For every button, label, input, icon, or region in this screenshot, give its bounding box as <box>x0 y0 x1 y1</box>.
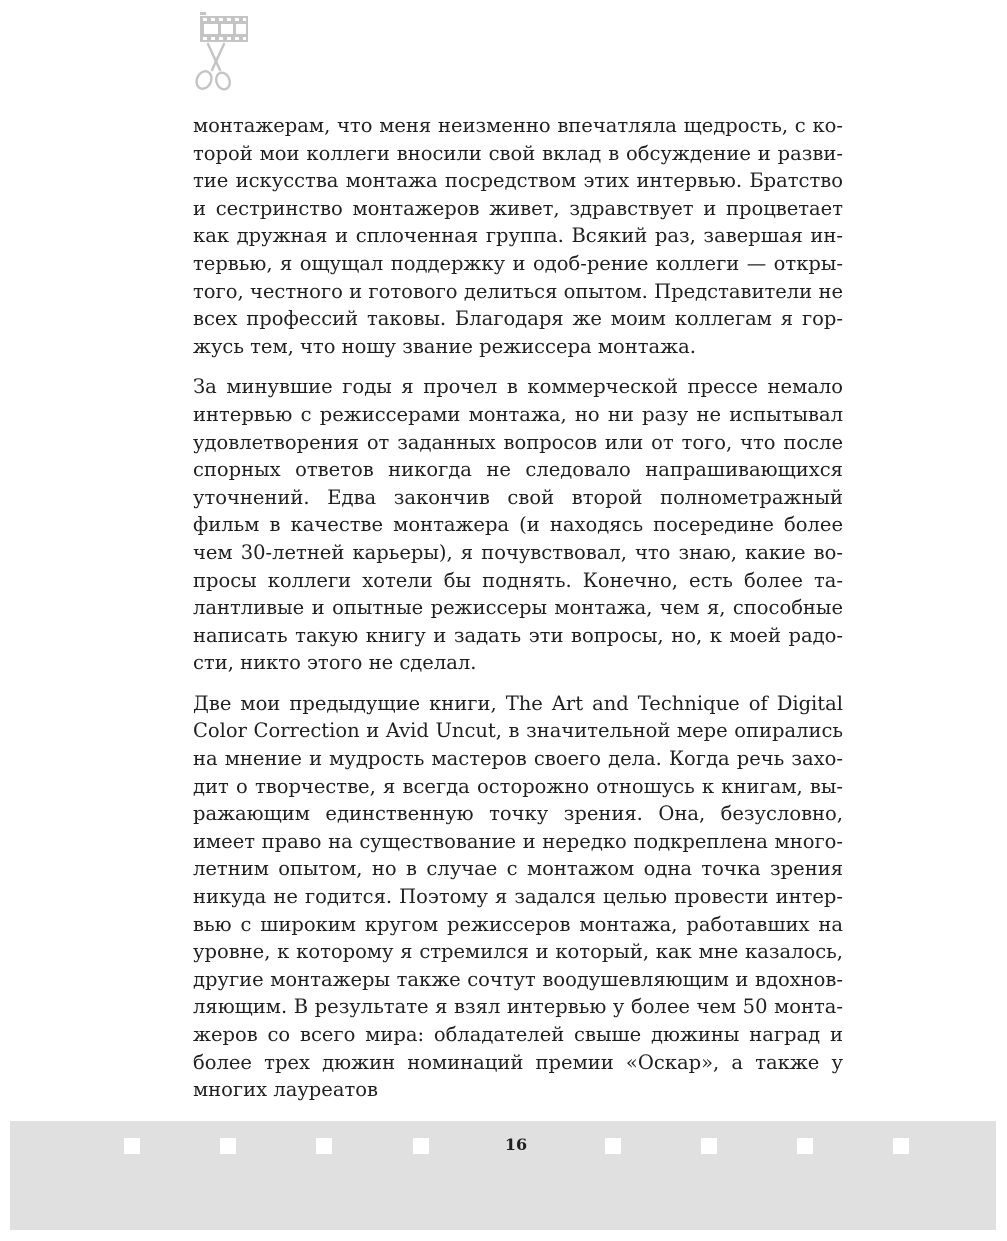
sprocket-hole <box>797 1138 813 1154</box>
film-strip-footer <box>10 1121 996 1230</box>
sprocket-hole <box>413 1138 429 1154</box>
sprocket-hole <box>220 1138 236 1154</box>
paragraph: За минувшие годы я прочел в коммерческой прессе немало интервью с режиссерами монтажа, но ни разу не испытывал удовлетворения от заданных вопросов или от того, что после спорных ответов никогда не следовало напрашивающихся уточнений. Едва закончив свой второй полнометражный фильм в качестве монтажера (и находясь посередине более чем 30-летней карьеры), я почувствовал, что знаю, какие вопросы коллеги хотели бы поднять. Конечно, есть более талантливые и опытные режиссеры монтажа, чем я, способные написать такую книгу и задать эти вопросы, но, к моей радости, никто этого не сделал. <box>193 375 843 675</box>
sprocket-hole <box>605 1138 621 1154</box>
paragraph: монтажерам, что меня неизменно впечатляла щедрость, с которой мои коллеги вносили свой вклад в обсуждение и развитие искусства монтажа посредством этих интервью. Братство и сестринство монтажеров живет, здравствует и процветает как дружная и сплоченная группа. Всякий раз, завершая интервью, я ощущал поддержку и одоб-рение коллеги — открытого, честного и готового делиться опытом. Представители не всех профессий таковы. Благодаря же моим коллегам я горжусь тем, что ношу звание режиссера монтажа. <box>193 114 843 358</box>
sprocket-hole <box>893 1138 909 1154</box>
sprocket-hole <box>316 1138 332 1154</box>
paragraph: Две мои предыдущие книги, The Art and Technique of Digital Color Correction и Avid Uncut, в значительной мере опирались на мнение и мудрость мастеров своего дела. Когда речь заходит о творчестве, я всегда осторожно отношусь к книгам, выражающим единственную точку зрения. Она, безусловно, имеет право на существование и нередко подкреплена многолетним опытом, но в случае с монтажом одна точка зрения никуда не годится. Поэтому я задался целью провести интервью с широким кругом режиссеров монтажа, работавших на уровне, к которому я стремился и который, как мне казалось, другие монтажеры также сочтут воодушевляющим и вдохновляющим. В результате я взял интервью у более чем 50 монтажеров со всего мира: обладателей свыше дюжины наград и более трех дюжин номинаций премии «Оскар», а также у многих лауреатов <box>193 691 843 1102</box>
film-strip-scissors-icon <box>190 12 252 92</box>
sprocket-hole <box>701 1138 717 1154</box>
page-number: 16 <box>504 1135 528 1154</box>
body-text <box>193 112 843 1104</box>
sprocket-hole <box>124 1138 140 1154</box>
